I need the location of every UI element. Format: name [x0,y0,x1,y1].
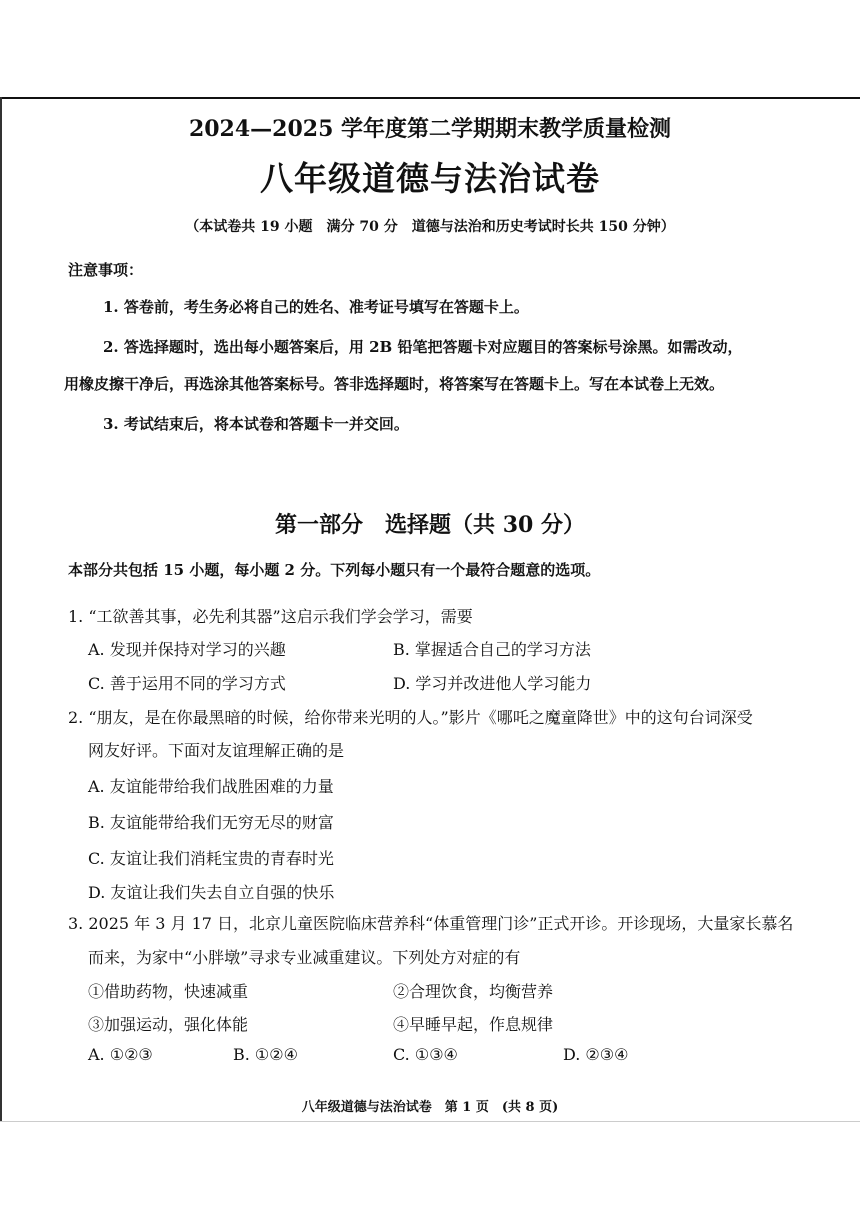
question-1-option-b: B. 掌握适合自己的学习方法 [393,640,591,659]
question-3-stem-cont: 而来，为家中“小胖墩”寻求专业减重建议。下列处方对症的有 [88,948,521,967]
section-title: 第一部分 选择题（共 30 分） [275,512,585,538]
question-3-item-3: ③加强运动，强化体能 [88,1015,249,1034]
exam-title: 2024—2025 学年度第二学期期末教学质量检测 [188,116,672,142]
page-footer: 八年级道德与法治试卷 第 1 页 (共 8 页) [301,1100,559,1115]
question-1-stem: 1. “工欲善其事，必先利其器”这启示我们学会学习，需要 [68,607,473,626]
question-3-option-c: C. ①③④ [393,1045,458,1064]
question-3-option-d: D. ②③④ [563,1045,629,1064]
page-top-border [0,97,860,99]
section-instruction: 本部分共包括 15 小题，每小题 2 分。下列每小题只有一个最符合题意的选项。 [68,561,601,579]
question-1-option-d: D. 学习并改进他人学习能力 [393,674,592,693]
subject-title: 八年级道德与法治试卷 [260,159,600,198]
page-left-border [0,97,2,1122]
notice-item-3: 3. 考试结束后，将本试卷和答题卡一并交回。 [103,415,409,433]
question-3-item-4: ④早睡早起，作息规律 [393,1015,554,1034]
page-bottom-border [0,1121,860,1122]
notice-heading: 注意事项： [68,261,144,279]
question-2-option-c: C. 友谊让我们消耗宝贵的青春时光 [88,849,334,868]
exam-info: （本试卷共 19 小题 满分 70 分 道德与法治和历史考试时长共 150 分钟） [185,219,675,235]
question-3-option-b: B. ①②④ [233,1045,298,1064]
notice-item-1: 1. 答卷前，考生务必将自己的姓名、准考证号填写在答题卡上。 [103,298,529,316]
notice-item-2: 2. 答选择题时，选出每小题答案后，用 2B 铅笔把答题卡对应题目的答案标号涂黑。如需改动， [103,338,743,356]
question-1-option-c: C. 善于运用不同的学习方式 [88,674,286,693]
question-3-option-a: A. ①②③ [88,1045,153,1064]
question-2-option-d: D. 友谊让我们失去自立自强的快乐 [88,883,335,902]
question-3-stem: 3. 2025 年 3 月 17 日，北京儿童医院临床营养科“体重管理门诊”正式开诊。开诊现场，大量家长慕名 [68,914,794,933]
notice-item-2-cont: 用橡皮擦干净后，再选涂其他答案标号。答非选择题时，将答案写在答题卡上。写在本试卷上无效。 [64,375,725,393]
question-2-option-b: B. 友谊能带给我们无穷无尽的财富 [88,813,334,832]
question-1-option-a: A. 发现并保持对学习的兴趣 [88,640,286,659]
question-3-item-2: ②合理饮食，均衡营养 [393,982,554,1001]
question-2-stem: 2. “朋友，是在你最黑暗的时候，给你带来光明的人。”影片《哪吒之魔童降世》中的这句台词深受 [68,708,753,727]
question-2-stem-cont: 网友好评。下面对友谊理解正确的是 [88,741,345,760]
question-2-option-a: A. 友谊能带给我们战胜困难的力量 [88,777,334,796]
question-3-item-1: ①借助药物，快速减重 [88,982,249,1001]
